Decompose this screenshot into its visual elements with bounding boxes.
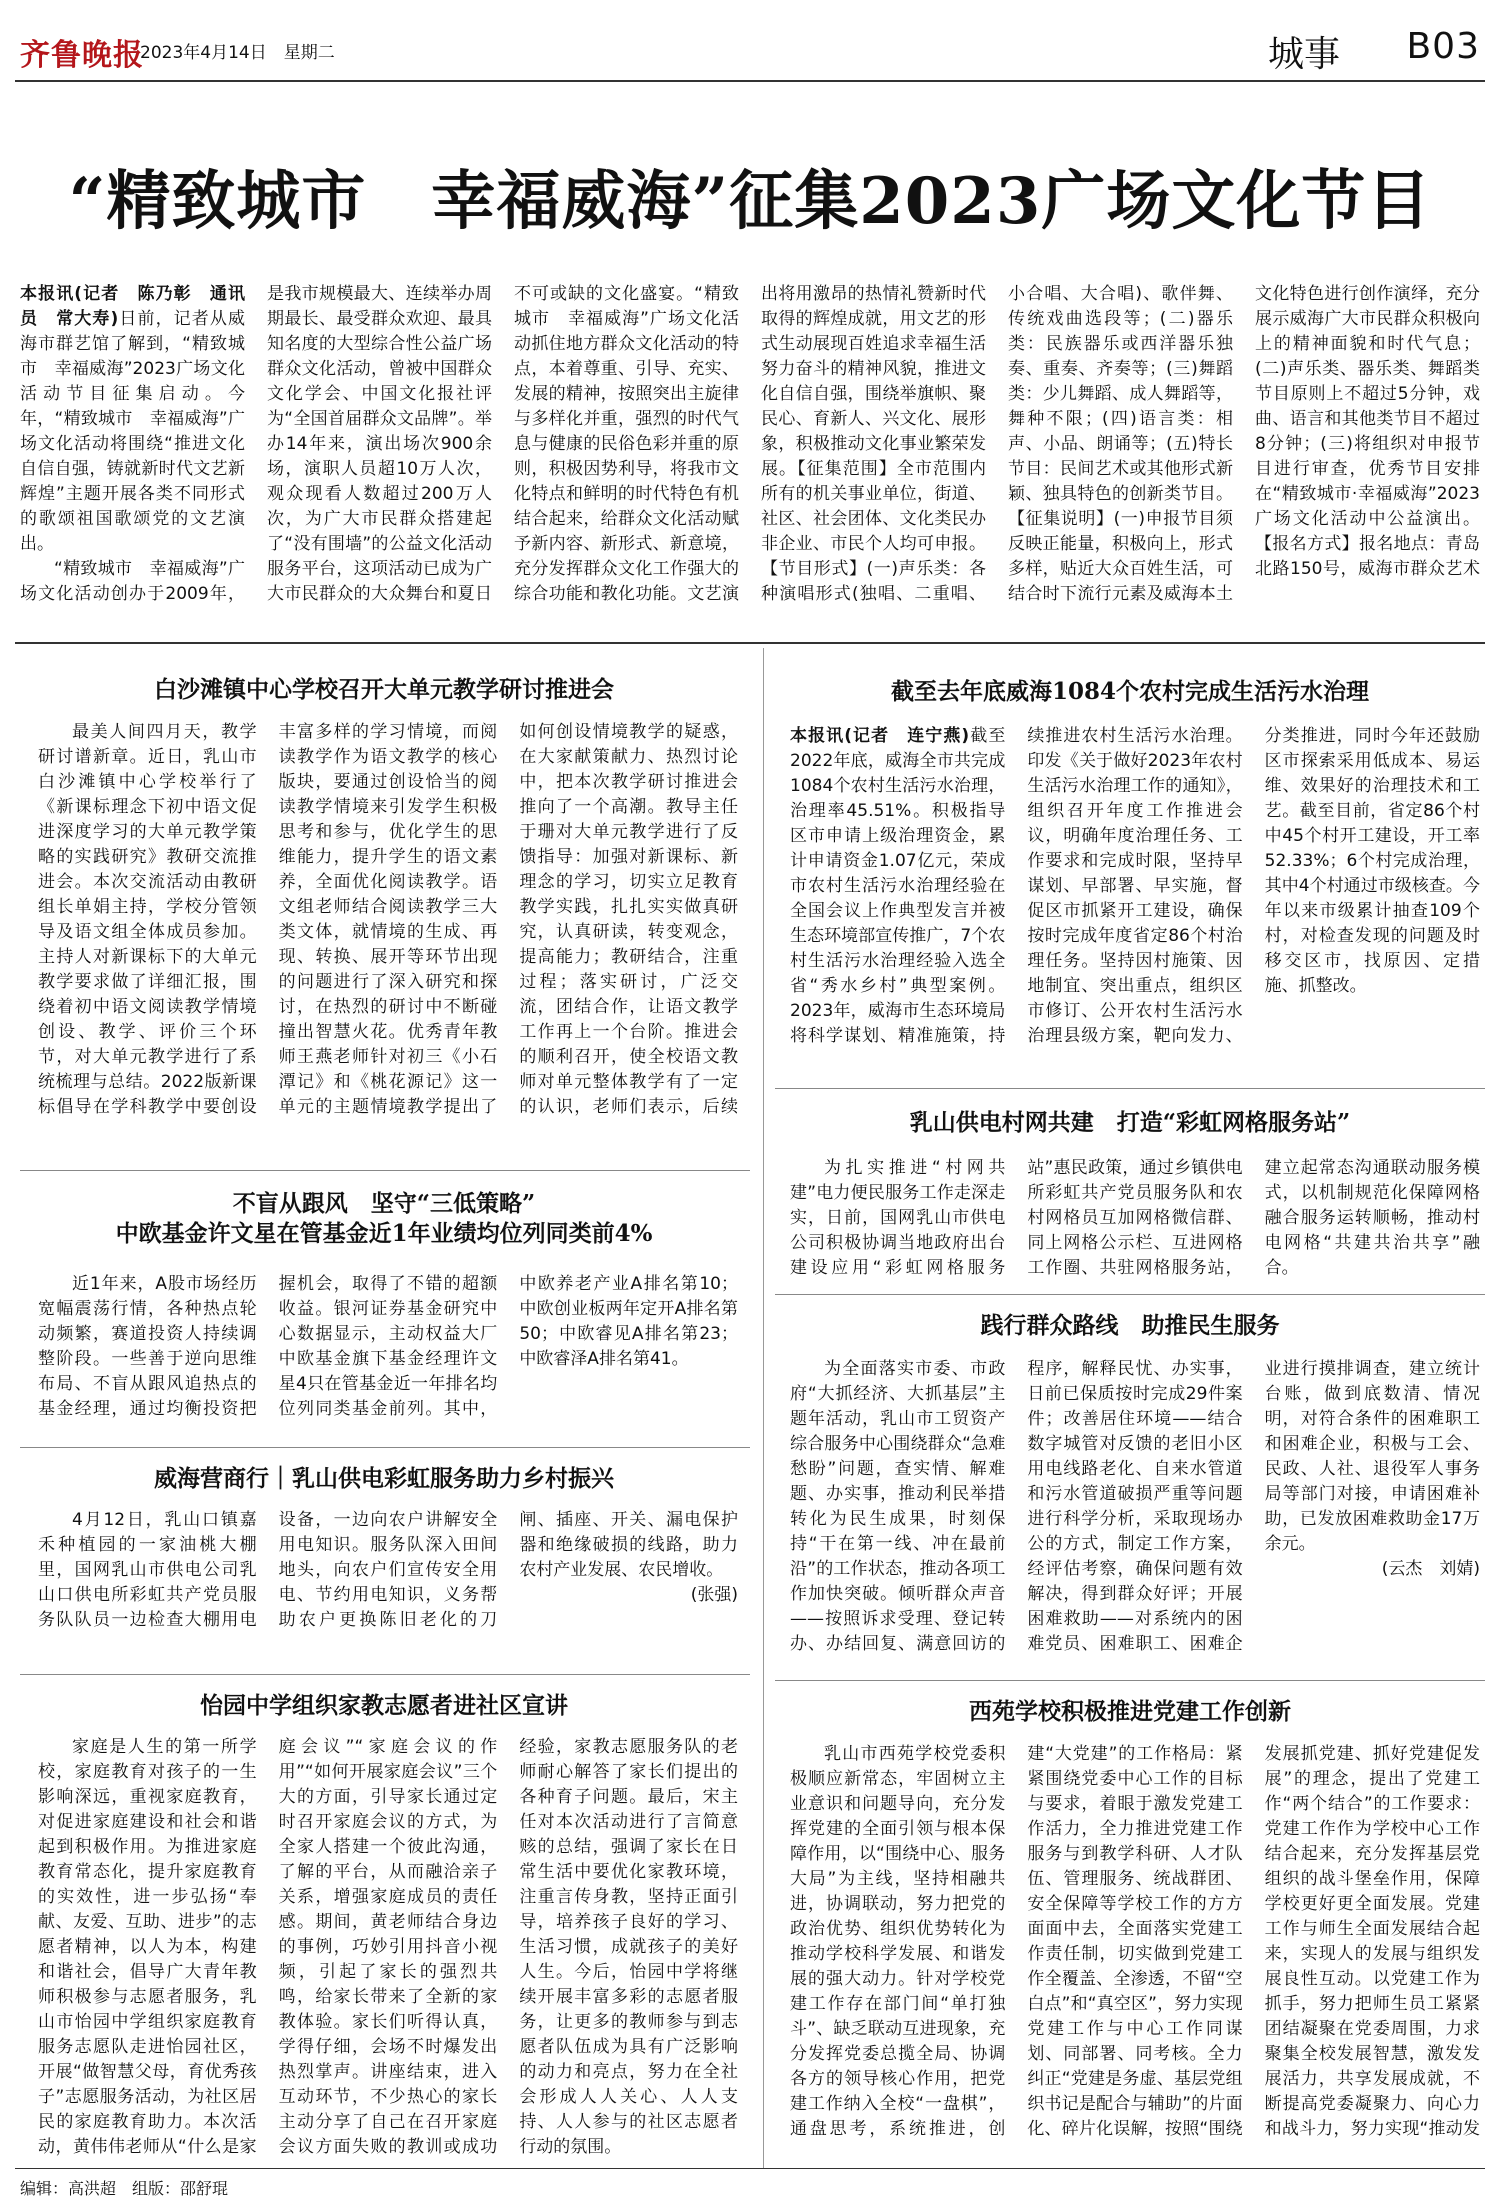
article-title-yiyuan: 怡园中学组织家教志愿者进社区宣讲 bbox=[200, 1692, 568, 1719]
footer-rule bbox=[15, 2168, 1485, 2169]
weihai-shop-text-columns bbox=[38, 1508, 738, 1653]
mass-line-text-columns bbox=[790, 1357, 1480, 1662]
lead-text-columns bbox=[20, 282, 1480, 622]
lead-byline: 本报讯(记者 陈乃彰 通讯员 常大寿) bbox=[20, 284, 245, 329]
baishatan-text: 最美人间四月天，教学研讨谱新章。近日，乳山市白沙滩镇中心学校举行了《新课标理念下初中语文促进深度学习的大单元教学策略的实践研究》教研交流推进会。本次交流活动由教研组长单娟主持，学校分管领导及语文组全体成员参加。主持人对新课标下的大单元教学要求做了详细汇报，围绕着初中语文阅读教学情境创设、教学、评价三个环节，对大单元教学进行了系统梳理与总结。2022版新课标倡导在学科教学中要创设丰富多样的学习情境，而阅读教学作为语文教学的核心版块，要通过创设恰当的阅读教学情境来引发学生积极思考和参与，优化学生的思维能力，提升学生的语文素养，全面优化阅读教学。语文组老师结合阅读教学三大类文体，就情境的生成、再现、转换、展开等环节出现的问题进行了深入研究和探讨，在热烈的研讨中不断碰撞出智慧火花。优秀青年教师王燕老师针对初三《小石潭记》和《桃花源记》这一单元的主题情境教学提出了如何创设情境教学的疑惑，在大家献策献力、热烈讨论中，把本次教学研讨推进会推向了一个高潮。教导主任于珊对大单元教学进行了反馈指导：加强对新课标、新理念的学习，切实立足教育教学实践，扎扎实实做真研究，认真研读，转变观念，提高能力；教研结合，注重过程；落实研讨，广泛交流，团结合作，让语文教学工作再上一个台阶。推进会的顺利召开，使全校语文教师对单元整体教学有了一定的认识，老师们表示，后续 bbox=[38, 722, 738, 1117]
divider-sewage bbox=[775, 1088, 1485, 1089]
article-body-zhongou bbox=[38, 1272, 738, 1442]
article-body-mass-line bbox=[790, 1357, 1480, 1662]
lead-bottom-rule bbox=[15, 642, 1485, 644]
article-body-sewage bbox=[790, 724, 1480, 1069]
divider-baishatan bbox=[20, 1170, 750, 1171]
article-title-baishatan: 白沙滩镇中心学校召开大单元教学研讨推进会 bbox=[154, 676, 614, 703]
zhongou-text: 近1年来，A股市场经历宽幅震荡行情，各种热点轮动频繁，赛道投资人持续调整阶段。一些善于逆向思维布局、不盲从跟风追热点的基金经理，通过均衡投资把握机会，取得了不错的超额收益。银河证券基金研究中心数据显示，主动权益大厂中欧基金旗下基金经理许文星4只在管基金近一年排名均位列同类基金前列。其中，中欧养老产业A排名第10；中欧创业板两年定开A排名第50；中欧睿见A排名第23；中欧睿泽A排名第41。 bbox=[38, 1274, 738, 1419]
lead-article-body bbox=[20, 282, 1480, 622]
yiyuan-text-columns bbox=[38, 1735, 738, 2160]
zhongou-text-columns bbox=[38, 1272, 738, 1442]
baishatan-text-columns bbox=[38, 720, 738, 1125]
article-title-sewage: 截至去年底威海1084个农村完成生活污水治理 bbox=[890, 678, 1369, 705]
lead-paragraph-2: “精致城市 幸福威海”广场文化活动创办于2009年，是我市规模最大、连续举办周期最长、最受群众欢迎、最具知名度的大型综合性公益广场群众文化活动，曾被中国群众文化学会、中国文化报社评为“全国首届群众文品牌”。举办14年来，演出场次900余场，演职人员超10万人次，观众现看人数超过200万人次，为广大市民群众搭建起了“没有围墙”的公益文化活动服务平台，这项活动已成为广大市民群众的大众舞台和夏日不可或缺的文化盛宴。“精致城市 幸福威海”广场文化活动抓住地方群众文化活动的特点，本着尊重、引导、充实、发展的精神，按照突出主旋律与多样化并重，强烈的时代气息与健康的民俗色彩并重的原则，积极因势利导，将我市文化特点和鲜明的时代特色有机结合起来，给群众文化活动赋予新内容、新形式、新意境，充分发挥群众文化工作强大的综合功能和教化功能。文艺演出将用激昂的热情礼赞新时代取得的辉煌成就，用文艺的形式生动展现百姓追求幸福生活努力奋斗的精神风貌，推进文化自信自强，围绕举旗帜、聚民心、育新人、兴文化、展形象，积极推动文化事业繁荣发展。【征集范围】全市范围内所有的机关事业单位，街道、社区、社会团体、文化类民办非企业、市民个人均可申报。【节目形式】(一)声乐类：各种演唱形式(独唱、二重唱、小合唱、大合唱)、歌伴舞、传统戏曲选段等；(二)器乐类：民族器乐或西洋器乐独奏、重奏、齐奏等；(三)舞蹈类：少儿舞蹈、成人舞蹈等，舞种不限；(四)语言类：相声、小品、朗诵等；(五)特长节目：民间艺术或其他形式新颖、独具特色的创新类节目。【征集说明】(一)申报节目须反映正能量，积极向上，形式多样，贴近大众百姓生活，可结合时下流行元素及威海本土文化特色进行创作演绎，充分展示威海广大市民群众积极向上的精神面貌和时代气息；(二)声乐类、器乐类、舞蹈类节目原则上不超过5分钟，戏曲、语言和其他类节目不超过8分钟；(三)将组织对申报节目进行审查，优秀节目安排在“精致城市·幸福威海”2023广场文化活动中公益演出。【报名方式】报名地点：青岛北路150号，威海市群众艺术 bbox=[20, 284, 1480, 604]
weihai-shop-text: 4月12日，乳山口镇嘉禾种植园的一家油桃大棚里，国网乳山市供电公司乳山口供电所彩虹共产党员服务队队员一边检查大棚用电设备，一边向农户讲解安全用电知识。服务队深入田间地头，向农户们宣传安全用电、节约用电知识，义务帮助农户更换陈旧老化的刀闸、插座、开关、漏电保护器和绝缘破损的线路，助力农村产业发展、农民增收。 bbox=[38, 1510, 738, 1630]
article-body-weihai-shop bbox=[38, 1508, 738, 1653]
article-title-weihai-shop: 威海营商行｜乳山供电彩虹服务助力乡村振兴 bbox=[154, 1465, 614, 1492]
rushan-grid-text: 为扎实推进“村网共建”电力便民服务工作走深走实，日前，国网乳山市供电公司积极协调当地政府出台建设应用“彩虹网格服务站”惠民政策，通过乡镇供电所彩虹共产党员服务队和农村网格员互加网格微信群、同上网格公示栏、互进网格工作圈、共驻网格服务站，建立起常态沟通联动服务模式，以机制规范化保障网格融合服务运转顺畅，推动村电网格“共建共治共享”融合。 bbox=[790, 1158, 1480, 1278]
divider-weihai-shop bbox=[20, 1674, 750, 1675]
yiyuan-text: 家庭是人生的第一所学校，家庭教育对孩子的一生影响深远，重视家庭教育，对促进家庭建设和社会和谐起到积极作用。为推进家庭教育常态化，提升家庭教育的实效性，进一步弘扬“奉献、友爱、互助、进步”的志愿者精神，以人为本，构建和谐社会，倡导广大青年教师积极参与志愿者服务，乳山市怡园中学组织家庭教育服务志愿队走进怡园社区，开展“做智慧父母，育优秀孩子”志愿服务活动，为社区居民的家庭教育助力。本次活动，黄伟伟老师从“什么是家庭会议”“家庭会议的作用”“如何开展家庭会议”三个大的方面，引导家长通过定时召开家庭会议的方式，为全家人搭建一个彼此沟通，了解的平台，从而融洽亲子关系，增强家庭成员的责任感。期间，黄老师结合身边的事例，巧妙引用抖音小视频，引起了家长的强烈共鸣，给家长带来了全新的家教体验。家长们听得认真，学得仔细，会场不时爆发出热烈掌声。讲座结束，进入互动环节，不少热心的家长主动分享了自己在召开家庭会议方面失败的教训或成功经验，家教志愿服务队的老师耐心解答了家长们提出的各种育子问题。最后，宋主任对本次活动进行了言简意赅的总结，强调了家长在日常生活中要优化家教环境，注重言传身教，坚持正面引导，培养孩子良好的学习、生活习惯，成就孩子的美好人生。今后，怡园中学将继续开展丰富多彩的志愿者服务，让更多的教师参与到志愿者队伍成为具有广泛影响的动力和亮点，努力在全社会形成人人关心、人人支持、人人参与的社区志愿者行动的氛围。 bbox=[38, 1737, 738, 2157]
xiyuan-text-columns bbox=[790, 1742, 1480, 2162]
center-divider bbox=[763, 648, 764, 2168]
article-body-xiyuan bbox=[790, 1742, 1480, 2162]
lead-headline: “精致城市 幸福威海”征集2023广场文化节目 bbox=[68, 164, 1432, 239]
weihai-shop-author: (张强) bbox=[690, 1585, 738, 1605]
mass-line-author: (云杰 刘婧) bbox=[1381, 1559, 1480, 1579]
lead-paragraph-1: 日前，记者从威海市群艺馆了解到，“精致城市 幸福威海”2023广场文化活动节目征集启动。今年，“精致城市 幸福威海”广场文化活动将围绕“推进文化自信自强，铸就新时代文艺新辉煌”主题开展各类不同形式的歌颂祖国歌颂党的文艺演出。 bbox=[20, 309, 245, 554]
masthead-rule bbox=[15, 80, 1485, 82]
article-title-mass-line: 践行群众路线 助推民生服务 bbox=[980, 1312, 1280, 1339]
masthead-date: 2023年4月14日 星期二 bbox=[140, 43, 335, 63]
mass-line-text: 为全面落实市委、市政府“大抓经济、大抓基层”主题年活动，乳山市工贸资产综合服务中心围绕群众“急难愁盼”问题，查实情、解难题、办实事，推动利民举措转化为民生成果，时刻保持“干在第一线、冲在最前沿”的工作状态，推动各项工作加快突破。倾听群众声音——按照诉求受理、登记转办、办结回复、满意回访的程序，解释民忧、办实事，日前已保质按时完成29件案件；改善居住环境——结合数字城管对反馈的老旧小区用电线路老化、自来水管道和污水管道破损严重等问题进行科学分析，采取现场办公的方式，制定工作方案，经评估考察，确保问题有效解决，得到群众好评；开展困难救助——对系统内的困难党员、困难职工、困难企业进行摸排调查，建立统计台账，做到底数清、情况明，对符合条件的困难职工和困难企业，积极与工会、民政、人社、退役军人事务局等部门对接，申请困难补助，已发放困难救助金17万余元。 bbox=[790, 1359, 1480, 1654]
article-body-rushan-grid bbox=[790, 1156, 1480, 1281]
xiyuan-text: 乳山市西苑学校党委积极顺应新常态，牢固树立主业意识和问题导向，充分发挥党建的全面引领与根本保障作用，以“围绕中心、服务大局”为主线，坚持相融共进，协调联动，努力把党的政治优势、组织优势转化为推动学校科学发展、和谐发展的强大动力。针对学校党建工作存在部门间“单打独斗”、缺乏联动互进现象，充分发挥党委总揽全局、协调各方的领导核心作用，把党建工作纳入全校“一盘棋”，通盘思考，系统推进，创建“大党建”的工作格局：紧紧围绕党委中心工作的目标与要求，着眼于激发党建工作活力，全力推进党建工作服务与到教学科研、人才队伍、管理服务、统战群团、安全保障等学校工作的方方面面中去，全面落实党建工作责任制，切实做到党建工作全覆盖、全渗透，不留“空白点”和“真空区”，努力实现党建工作与中心工作同谋划、同部署、同考核。全力纠正“党建是务虚、基层党组织书记是配合与辅助”的片面化、碎片化误解，按照“围绕发展抓党建、抓好党建促发展”的理念，提出了党建工作“两个结合”的工作要求：党建工作作为学校中心工作结合起来，充分发挥基层党组织的战斗堡垒作用，保障学校更好更全面发展。党建工作与师生全面发展结合起来，实现人的发展与组织发展良性互动。以党建工作为抓手，努力把师生员工紧紧团结凝聚在党委周围，力求聚集全校发展智慧，激发发展活力，共享发展成就，不断提高党委凝聚力、向心力和战斗力，努力实现“推动发 bbox=[790, 1744, 1480, 2139]
masthead-logo: 齐鲁晚报 bbox=[20, 38, 144, 73]
rushan-grid-text-columns bbox=[790, 1156, 1480, 1281]
divider-mass-line bbox=[775, 1680, 1485, 1681]
sewage-text: 截至2022年底，威海全市共完成1084个农村生活污水治理，治理率45.51%。积极指导区市申请上级治理资金，累计申请资金1.07亿元，荣成市农村生活污水治理经验在全国会议上作典型发言并被生态环境部宣传推广，7个农村生活污水治理经验入选全省“秀水乡村”典型案例。2023年，威海市生态环境局将科学谋划、精准施策，持续推进农村生活污水治理。印发《关于做好2023年农村生活污水治理工作的通知》，组织召开年度工作推进会议，明确年度治理任务、工作要求和完成时限，坚持早谋划、早部署、早实施，督促区市抓紧开工建设，确保按时完成年度省定86个村治理任务。坚持因村施策、因地制宜、突出重点，组织区市修订、公开农村生活污水治理县级方案，靶向发力、分类推进，同时今年还鼓励区市探索采用低成本、易运维、效果好的治理技术和工艺。截至目前，省定86个村中45个村开工建设，开工率52.33%；6个村完成治理，其中4个村通过市级核查。今年以来市级累计抽查109个村，对检查发现的问题及时移交区市，找原因、定措施、抓整改。 bbox=[790, 726, 1480, 1046]
article-body-yiyuan bbox=[38, 1735, 738, 2160]
article-title-zhongou-line1: 不盲从跟风 坚守“三低策略” bbox=[232, 1190, 536, 1217]
article-title-zhongou-line2: 中欧基金许文星在管基金近1年业绩均位列同类前4% bbox=[115, 1220, 653, 1247]
page-number: B03 bbox=[1406, 26, 1480, 67]
sewage-byline: 本报讯(记者 连宁燕) bbox=[790, 726, 970, 746]
article-title-rushan-grid: 乳山供电村网共建 打造“彩虹网格服务站” bbox=[909, 1109, 1351, 1136]
divider-zhongou bbox=[20, 1447, 750, 1448]
section-name: 城事 bbox=[1267, 34, 1340, 75]
footer-editor: 编辑：高洪超 组版：邵舒琨 bbox=[20, 2179, 229, 2198]
article-body-baishatan bbox=[38, 720, 738, 1125]
sewage-text-columns bbox=[790, 724, 1480, 1069]
article-title-xiyuan: 西苑学校积极推进党建工作创新 bbox=[969, 1698, 1291, 1725]
divider-rushan-grid bbox=[775, 1294, 1485, 1295]
